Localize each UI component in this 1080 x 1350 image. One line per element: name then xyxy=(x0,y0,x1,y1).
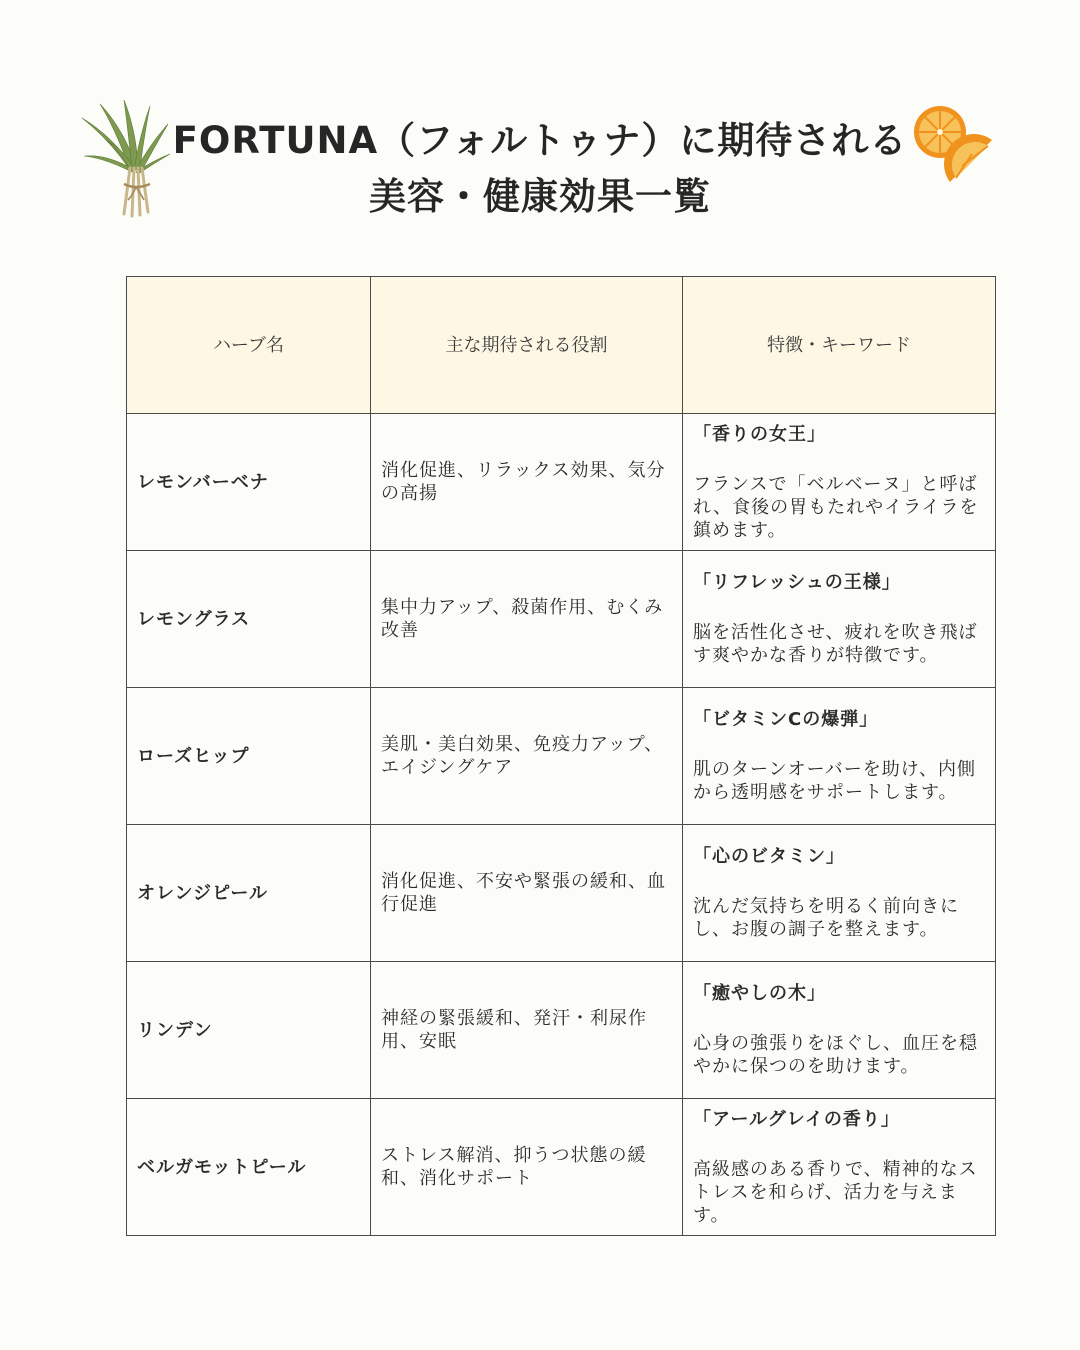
page-title-line1: FORTUNA（フォルトゥナ）に期待される xyxy=(172,119,908,162)
herb-effects-table xyxy=(126,276,996,1236)
feature-description: フランスで「ベルベーヌ」と呼ばれ、食後の胃もたれやイライラを鎮めます。 xyxy=(693,473,979,541)
table-row xyxy=(127,551,996,688)
feature-cell xyxy=(683,414,996,551)
herb-name-cell: オレンジピール xyxy=(127,825,371,962)
role-cell: 集中力アップ、殺菌作用、むくみ改善 xyxy=(371,551,683,688)
feature-description: 心身の強張りをほぐし、血圧を穏やかに保つのを助けます。 xyxy=(693,1033,978,1077)
orange-slices-icon xyxy=(912,104,998,190)
feature-description: 肌のターンオーバーを助け、内側から透明感をサポートします。 xyxy=(693,759,977,803)
header-feature-keyword: 特徴・キーワード xyxy=(683,277,996,414)
herb-name-cell: レモングラス xyxy=(127,551,371,688)
feature-cell xyxy=(683,825,996,962)
table-row xyxy=(127,825,996,962)
feature-keyword: 「心のビタミン」 xyxy=(693,846,845,867)
feature-keyword: 「香りの女王」 xyxy=(693,423,826,445)
feature-cell xyxy=(683,688,996,825)
role-cell: 神経の緊張緩和、発汗・利尿作用、安眠 xyxy=(371,962,683,1099)
role-cell: ストレス解消、抑うつ状態の緩和、消化サポート xyxy=(371,1099,683,1236)
header-main-role: 主な期待される役割 xyxy=(371,277,683,414)
lemongrass-bundle-icon xyxy=(80,100,170,218)
page-title-line2: 美容・健康効果一覧 xyxy=(369,175,711,218)
herb-name-cell: ローズヒップ xyxy=(127,688,371,825)
table-row xyxy=(127,1099,996,1236)
feature-keyword: 「癒やしの木」 xyxy=(693,983,826,1004)
feature-description: 高級感のある香りで、精神的なストレスを和らげ、活力を与えます。 xyxy=(693,1158,978,1226)
table-row xyxy=(127,962,996,1099)
feature-keyword: 「アールグレイの香り」 xyxy=(693,1108,900,1130)
feature-description: 脳を活性化させ、疲れを吹き飛ばす爽やかな香りが特徴です。 xyxy=(693,622,978,666)
role-cell: 消化促進、不安や緊張の緩和、血行促進 xyxy=(371,825,683,962)
header-herb-name: ハーブ名 xyxy=(127,277,371,414)
role-cell: 美肌・美白効果、免疫力アップ、エイジングケア xyxy=(371,688,683,825)
feature-description: 沈んだ気持ちを明るく前向きにし、お腹の調子を整えます。 xyxy=(693,896,959,940)
feature-keyword: 「リフレッシュの王様」 xyxy=(693,572,901,593)
feature-cell xyxy=(683,551,996,688)
role-cell: 消化促進、リラックス効果、気分の高揚 xyxy=(371,414,683,551)
feature-cell xyxy=(683,962,996,1099)
table-row xyxy=(127,688,996,825)
herb-name-cell: ベルガモットピール xyxy=(127,1099,371,1236)
feature-keyword: 「ビタミンCの爆弾」 xyxy=(693,709,879,730)
table-row xyxy=(127,414,996,551)
herb-name-cell: リンデン xyxy=(127,962,371,1099)
table-header-row xyxy=(127,277,996,414)
herb-name-cell: レモンバーベナ xyxy=(127,414,371,551)
feature-cell xyxy=(683,1099,996,1236)
